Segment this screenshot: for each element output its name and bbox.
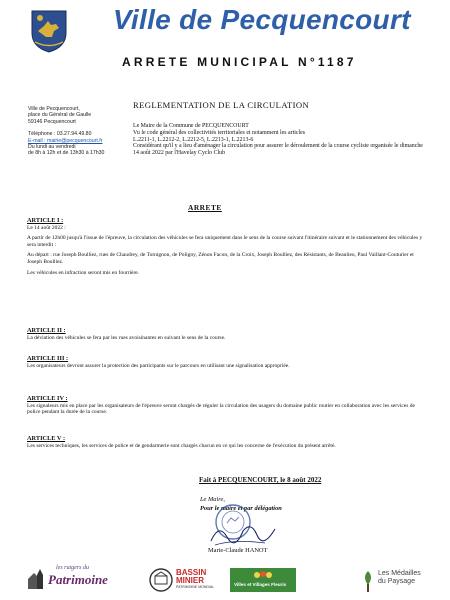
- church-icon: [26, 567, 48, 591]
- town-crest-logo: [30, 9, 68, 53]
- preamble-line: Vu le code général des collectivités territoriales et notamment les articles: [133, 129, 306, 136]
- article-2: [27, 328, 425, 345]
- article-title: ARTICLE III :: [27, 355, 69, 362]
- preamble-line: Le Maire de la Commune de PECQUENCOURT: [133, 123, 249, 129]
- article-text: Au départ : rue Joseph Boulliez, rues de Chaudrey, de Tornignon, de Poligny, Zénon Facon, de la Croix, Joseph Boulliez, des Résistants, de Beaulieu, Paul Vaillant-Couturier et Joseph Boulliez.: [27, 252, 414, 265]
- medailles-paysage-logo: [360, 566, 440, 596]
- signer-name: Marie-Claude HANOT: [208, 547, 268, 554]
- bassin-minier-logo: [148, 565, 223, 595]
- document-heading: REGLEMENTATION DE LA CIRCULATION: [133, 100, 310, 110]
- article-title: ARTICLE IV :: [27, 395, 68, 402]
- contact-sidebar: [28, 106, 128, 157]
- town-name: Ville de Pecquencourt: [113, 4, 411, 35]
- article-title: ARTICLE V :: [27, 435, 66, 442]
- preamble: [133, 123, 423, 157]
- email-link[interactable]: E-mail : mairie@pecquencourt.fr: [28, 137, 103, 144]
- bassin-line2: MINIER: [176, 576, 204, 585]
- hours-line: Du lundi au vendredi: [28, 144, 76, 151]
- tree-icon: [360, 569, 376, 593]
- phone-number: Téléphone : 03.27.94.49.80: [28, 131, 92, 138]
- patrimoine-line1: les rutgers du: [56, 565, 89, 571]
- paysage-line2: du Paysage: [378, 578, 415, 585]
- paysage-title: [378, 570, 421, 586]
- article-title: ARTICLE II :: [27, 327, 66, 334]
- preamble-line: L.2211-1, L.2212-2, L.2212-5, L.2213-1, L.2213-6: [133, 136, 254, 143]
- mayor-label: Le Maire,: [200, 496, 225, 503]
- article-text: Les véhicules en infraction seront mis en fourrière.: [27, 269, 140, 276]
- delegation-label: Pour le maire et par délégation: [200, 505, 282, 512]
- article-text: A partir de 12h00 jusqu'à l'issue de l'épreuve, la circulation des véhicules se fera uniquement dans le sens de la course suivant l'itinéraire suivant et le stationnement des véhicules y sera interdit :: [27, 235, 423, 248]
- paysage-line1: Les Médailles: [378, 570, 421, 577]
- article-text: La déviation des véhicules se fera par les rues avoisinantes en suivant le sens de la course.: [27, 334, 226, 341]
- address-line: 59146 Pecquencourt: [28, 118, 76, 125]
- address-line: Ville de Pecquencourt,: [28, 106, 80, 112]
- handwritten-signature: [205, 517, 285, 551]
- bassin-line3: PATRIMOINE MONDIAL: [176, 585, 215, 589]
- article-text: Le 14 août 2022 :: [27, 224, 66, 231]
- article-3: [27, 356, 425, 373]
- patrimoine-line2: Patrimoine: [48, 572, 108, 587]
- villages-label: Villes et Villages Fleuris: [234, 582, 287, 587]
- article-5: [27, 436, 425, 453]
- unesco-emblem-icon: [148, 567, 174, 593]
- patrimoine-logo: [26, 565, 121, 595]
- article-text: Les organisateurs devront assurer la protection des participants sur le parcours en utilisant une signalisation appropriée.: [27, 362, 290, 369]
- arrete-label: ARRETE: [188, 203, 222, 212]
- flower-icon: [252, 569, 274, 581]
- villages-fleuris-logo: [230, 568, 296, 592]
- bassin-title: [176, 569, 206, 585]
- arrete-title: ARRETE MUNICIPAL N°1187: [122, 55, 357, 69]
- address-line: place du Général de Gaulle: [28, 112, 92, 119]
- article-text: Les signaleurs mis en place par les organisateurs de l'épreuve seront chargés de réguler la circulation des usagers du domaine public routier en collaboration avec les services de police pendant la durée de la course.: [27, 402, 415, 416]
- article-1: [27, 218, 425, 280]
- article-title: ARTICLE I :: [27, 217, 64, 224]
- preamble-line: Considérant qu'il y a lieu d'aménager la circulation pour assurer le déroulement de la course cycliste organisée le dimanche 14 août 2022 par l'Havelay Cyclo Club: [133, 143, 423, 157]
- bassin-line1: BASSIN: [176, 568, 207, 577]
- hours-line: de 8h à 12h et de 13h30 à 17h30: [28, 150, 105, 157]
- article-text: Les services techniques, les services de police et de gendarmerie sont chargés chacun en ce qui les concerne de l'exécution du présent arrêté.: [27, 442, 336, 449]
- signed-at-date: Fait à PECQUENCOURT, le 8 août 2022: [199, 476, 322, 484]
- article-4: [27, 396, 425, 420]
